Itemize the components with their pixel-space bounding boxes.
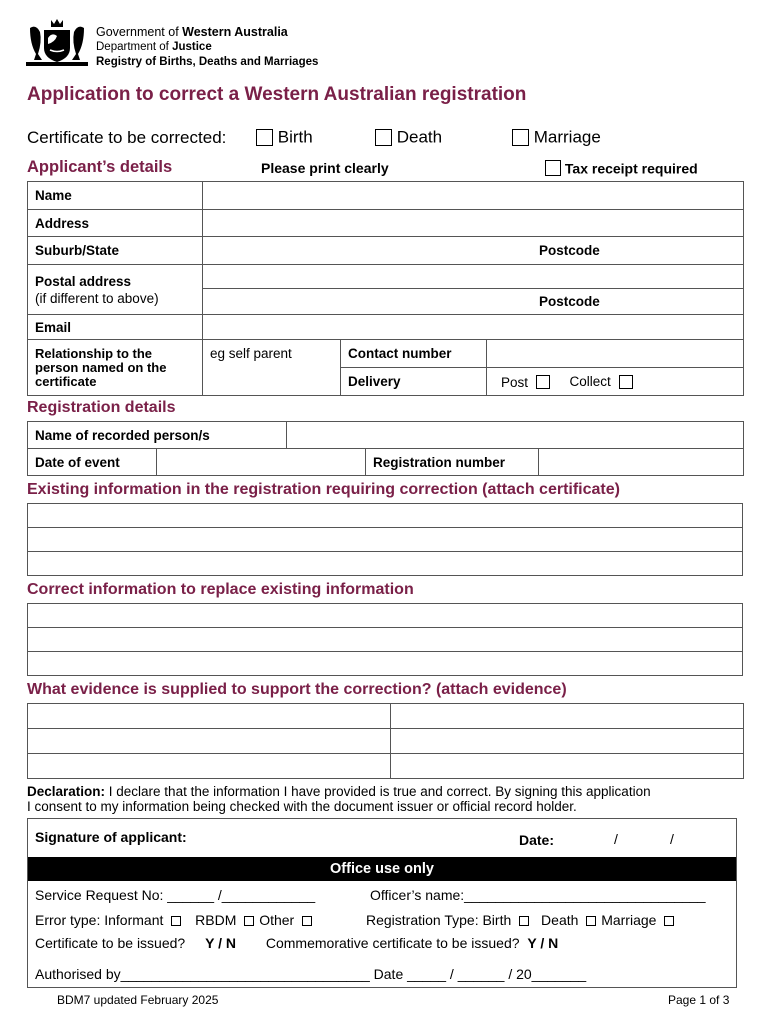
date-of-event-field[interactable]: [157, 449, 366, 476]
contact-field[interactable]: [487, 340, 744, 368]
dept-prefix: Department of: [96, 41, 173, 53]
relationship-field[interactable]: [203, 340, 341, 396]
print-note: Please print clearly: [261, 160, 389, 176]
gov-prefix: Government of: [96, 25, 183, 39]
evidence-cell[interactable]: [28, 754, 391, 779]
certificate-issued-yn[interactable]: Y / N: [205, 935, 236, 951]
declaration-line-1: I declare that the information I have provided is true and correct. By signing this application: [105, 784, 651, 799]
post-label: Post: [501, 374, 529, 390]
death-label: Death: [396, 127, 443, 147]
suburb-field[interactable]: [203, 237, 744, 265]
tax-receipt-label: Tax receipt required: [564, 160, 698, 177]
birth-checkbox[interactable]: [256, 129, 273, 146]
evidence-heading: What evidence is supplied to support the correction? (attach evidence): [27, 681, 567, 698]
post-checkbox[interactable]: [536, 375, 550, 389]
name-label: Name: [28, 182, 203, 210]
declaration-line-2: I consent to my information being checked with the document issuer or official record holder.: [27, 799, 577, 814]
correct-info-line-2[interactable]: [27, 627, 743, 652]
postal-address-field[interactable]: [203, 265, 744, 289]
signature-date-label: Date:: [519, 832, 555, 848]
registry-name: Registry of Births, Deaths and Marriages: [96, 56, 319, 68]
dept-line: [96, 41, 212, 53]
reg-death-label: Death: [541, 912, 579, 928]
applicant-heading: Applicant’s details: [27, 158, 173, 176]
name-field[interactable]: [203, 182, 744, 210]
delivery-options: [487, 368, 744, 396]
postal-label: Postal address: [35, 273, 132, 289]
existing-info-line-2[interactable]: [27, 527, 743, 552]
signature-office-box: [27, 818, 737, 988]
existing-info-line-1[interactable]: [27, 503, 743, 528]
dept-name: Justice: [172, 41, 212, 53]
marriage-checkbox[interactable]: [512, 129, 529, 146]
commemorative-label: Commemorative certificate to be issued?: [265, 935, 520, 951]
relationship-hint: eg self parent: [210, 346, 292, 361]
tax-receipt-option[interactable]: [545, 159, 698, 176]
postal-postcode-label: Postcode: [539, 294, 600, 309]
date-separator-2: /: [670, 831, 674, 847]
address-field[interactable]: [203, 210, 744, 237]
postal-suburb-field[interactable]: [203, 289, 744, 315]
signature-label: Signature of applicant:: [35, 829, 187, 845]
correct-info-heading: Correct information to replace existing information: [27, 581, 414, 598]
email-label: Email: [28, 315, 203, 340]
other-label: Other: [259, 912, 295, 928]
evidence-cell[interactable]: [28, 729, 391, 754]
commemorative-yn[interactable]: Y / N: [527, 935, 559, 951]
suburb-label: Suburb/State: [28, 237, 203, 265]
informant-checkbox[interactable]: [171, 916, 181, 926]
reg-birth-checkbox[interactable]: [519, 916, 529, 926]
evidence-table: [27, 703, 744, 779]
page-title: Application to correct a Western Australian registration: [27, 84, 527, 105]
registration-heading: Registration details: [27, 399, 176, 416]
reg-death-checkbox[interactable]: [586, 916, 596, 926]
certificate-label: Certificate to be corrected:: [27, 128, 227, 147]
correct-info-line-3[interactable]: [27, 651, 743, 676]
error-type-row: [35, 912, 312, 928]
rbdm-checkbox[interactable]: [244, 916, 254, 926]
evidence-cell[interactable]: [391, 754, 744, 779]
registration-number-field[interactable]: [539, 449, 744, 476]
cert-birth-option[interactable]: [256, 127, 313, 148]
wa-crest-logo: [24, 16, 90, 70]
cert-marriage-option[interactable]: [512, 127, 601, 148]
registration-number-label: Registration number: [366, 449, 539, 476]
gov-name: Western Australia: [182, 25, 288, 39]
other-checkbox[interactable]: [302, 916, 312, 926]
relationship-label: Relationship to the person named on the certificate: [28, 340, 203, 396]
registration-type-label: Registration Type: Birth: [366, 912, 512, 928]
footer-version: BDM7 updated February 2025: [57, 993, 219, 1007]
rbdm-label: RBDM: [195, 912, 237, 928]
tax-receipt-checkbox[interactable]: [545, 160, 561, 176]
applicant-table: [27, 181, 744, 396]
recorded-person-label: Name of recorded person/s: [28, 422, 287, 449]
existing-info-line-3[interactable]: [27, 551, 743, 576]
service-request: Service Request No: ______ /____________: [35, 887, 316, 903]
office-use-banner: Office use only: [28, 857, 736, 881]
marriage-label: Marriage: [533, 127, 601, 147]
existing-info-heading: Existing information in the registration requiring correction (attach certificate): [27, 481, 620, 498]
collect-label: Collect: [569, 374, 611, 390]
certificate-issued-row: [35, 935, 558, 951]
officer-name: Officer’s name:_______________________________: [370, 887, 706, 903]
correct-info-line-1[interactable]: [27, 603, 743, 628]
address-label: Address: [28, 210, 203, 237]
cert-death-option[interactable]: [375, 127, 442, 148]
reg-marriage-label: Marriage: [601, 912, 657, 928]
error-type-label: Error type: Informant: [35, 912, 164, 928]
postcode-label: Postcode: [539, 243, 600, 258]
date-of-event-label: Date of event: [28, 449, 157, 476]
email-field[interactable]: [203, 315, 744, 340]
recorded-person-field[interactable]: [287, 422, 744, 449]
evidence-cell[interactable]: [391, 729, 744, 754]
gov-line: [96, 25, 288, 40]
certificate-issued-label: Certificate to be issued?: [35, 935, 186, 951]
postal-sub-label: (if different to above): [35, 290, 159, 306]
delivery-label: Delivery: [341, 368, 487, 396]
signature-field[interactable]: [218, 823, 508, 853]
contact-label: Contact number: [341, 340, 487, 368]
registration-table: [27, 421, 744, 476]
birth-label: Birth: [277, 127, 313, 147]
registration-type-row: [366, 912, 674, 928]
collect-checkbox[interactable]: [619, 375, 633, 389]
postal-label-cell: [28, 265, 203, 315]
date-separator-1: /: [614, 831, 618, 847]
page-number: Page 1 of 3: [668, 993, 730, 1007]
evidence-cell[interactable]: [28, 704, 391, 729]
evidence-cell[interactable]: [391, 704, 744, 729]
authorised-by: Authorised by________________________________ Date _____ / ______ / 20_______: [35, 966, 587, 982]
declaration-bold: Declaration:: [27, 784, 106, 799]
declaration: [27, 784, 757, 814]
death-checkbox[interactable]: [375, 129, 392, 146]
reg-marriage-checkbox[interactable]: [664, 916, 674, 926]
